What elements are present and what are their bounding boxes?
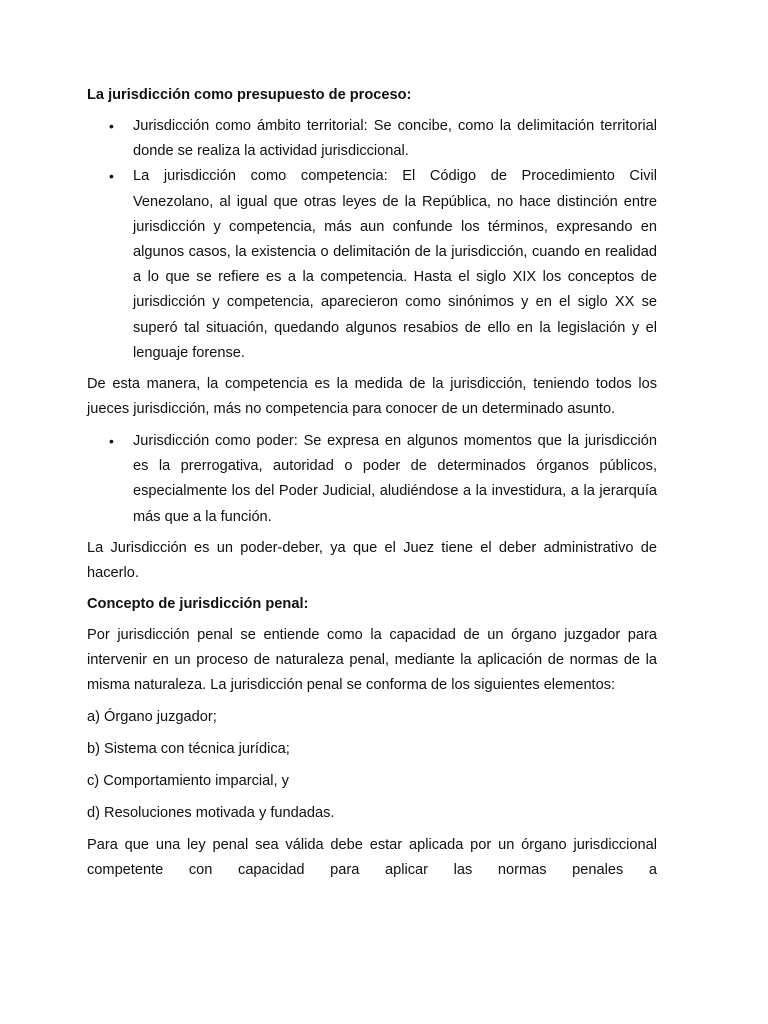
paragraph: De esta manera, la competencia es la medida de la jurisdicción, teniendo todos los jueces jurisdicción, más no competencia para conocer de un determinado asunto. bbox=[87, 376, 657, 418]
list-item-text: Jurisdicción como poder: Se expresa en algunos momentos que la jurisdicción es la prerrogativa, autoridad o poder de determinados órganos públicos, especialmente los del Poder Judicial, aludiéndose a la investidura, a la jerarquía más que a la función. bbox=[133, 433, 657, 525]
bullet-list-jurisdiccion bbox=[87, 114, 657, 366]
section-heading-jurisdiccion-penal: Concepto de jurisdicción penal: bbox=[87, 595, 309, 612]
bullet-dot-icon: • bbox=[109, 118, 114, 134]
document-body bbox=[87, 84, 657, 890]
list-item bbox=[87, 114, 657, 164]
paragraph: La Jurisdicción es un poder-deber, ya que el Juez tiene el deber administrativo de hacerlo. bbox=[87, 539, 657, 581]
paragraph: Para que una ley penal sea válida debe estar aplicada por un órgano jurisdiccional competente con capacidad para aplicar las normas penales a bbox=[87, 836, 657, 878]
element-item: c) Comportamiento imparcial, y bbox=[87, 772, 289, 789]
paragraph: Por jurisdicción penal se entiende como la capacidad de un órgano juzgador para intervenir en un proceso de naturaleza penal, mediante la aplicación de normas de la misma naturaleza. La jurisdicción penal se conforma de los siguientes elementos: bbox=[87, 626, 657, 693]
bullet-dot-icon: • bbox=[109, 168, 114, 185]
list-item-text: Jurisdicción como ámbito territorial: Se concibe, como la delimitación territorial donde se realiza la actividad jurisdiccional. bbox=[133, 118, 657, 160]
element-item: d) Resoluciones motivada y fundadas. bbox=[87, 804, 335, 821]
list-item bbox=[87, 429, 657, 530]
bullet-list-poder bbox=[87, 429, 657, 530]
element-item: b) Sistema con técnica jurídica; bbox=[87, 740, 290, 757]
list-item-text: La jurisdicción como competencia: El Código de Procedimiento Civil Venezolano, al igual que otras leyes de la República, no hace distinción entre jurisdicción y competencia, más aun confunde los términos, expresando en algunos casos, la existencia o delimitación de la jurisdicción, cuando en realidad a lo que se refiere es a la competencia. Hasta el siglo XIX los conceptos de jurisdicción y competencia, aparecieron como sinónimos y en el siglo XX se superó tal situación, quedando algunos resabios de ello en la legislación y el lenguaje forense. bbox=[133, 168, 657, 361]
section-heading-jurisdiccion-presupuesto: La jurisdicción como presupuesto de proceso: bbox=[87, 87, 412, 103]
list-item bbox=[87, 164, 657, 366]
bullet-dot-icon: • bbox=[109, 433, 114, 450]
element-item: a) Órgano juzgador; bbox=[87, 708, 217, 725]
